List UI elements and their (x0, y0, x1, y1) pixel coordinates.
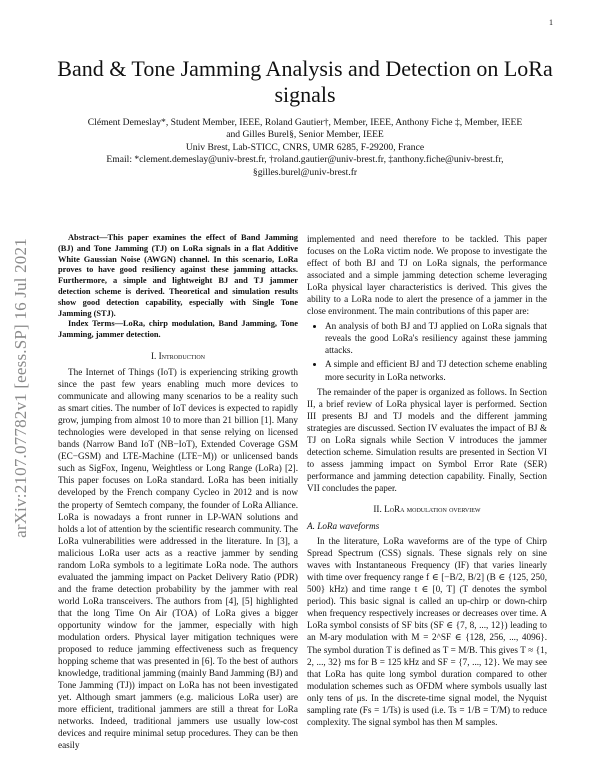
paper-header (50, 56, 560, 179)
contributions-list (307, 320, 547, 382)
lora-waveforms-paragraph: In the literature, LoRa waveforms are of the type of Chirp Spread Spectrum (CSS) signals. These signals rely on sine waves with Instantaneous Frequency (IF) that varies linearly with time over frequency range f ∈ [−B/2, B/2] (B ∈ {125, 250, 500} kHz) and time range t ∈ [0, T] (T denotes the symbol period). This basic signal is called an up-chirp or down-chirp when frequency respectively increases or decreases over time. A LoRa symbol consists of SF bits (SF ∈ {7, 8, ..., 12}) leading to an M-ary modulation with M = 2^SF ∈ {128, 256, ..., 4096}. The symbol duration T is defined as T = M/B. This gives T ≈ {1, 2, ..., 32} ms for B = 125 kHz and SF = {7, ..., 12}. We may see that LoRa has quite long symbol duration compared to other modulation schemes such as OFDM where symbols usually last only tens of μs. In the discrete-time signal model, the Nyquist sampling rate (Fs = 1/Ts) is used (i.e. Ts = 1/B = T/M) to reduce complexity. The signal symbol has then M samples. (307, 536, 547, 727)
index-terms: Index Terms—LoRa, chirp modulation, Band Jamming, Tone Jamming, jammer detection. (58, 319, 298, 340)
arxiv-stamp-text: arXiv:2107.07782v1 [eess.SP] 16 Jul 2021 (11, 238, 30, 538)
paper-title: Band & Tone Jamming Analysis and Detection on LoRa signals (57, 56, 553, 107)
email-line-1: Email: *clement.demeslay@univ-brest.fr, †roland.gautier@univ-brest.fr, ‡anthony.fiche@univ-brest.fr, (106, 154, 504, 166)
section-1-title: I. Introduction (150, 350, 206, 361)
affiliation: Univ Brest, Lab-STICC, CNRS, UMR 6285, F-29200, France (185, 141, 425, 153)
authors-line-1: Clément Demeslay*, Student Member, IEEE, Roland Gautier†, Member, IEEE, Anthony Fiche ‡, Member, IEEE (87, 117, 523, 128)
section-2-title: II. LoRa modulation overview (373, 503, 481, 514)
contribution-item: • A simple and efficient BJ and TJ detection scheme enabling more security in LoRa networks. (325, 358, 547, 382)
section-1-paragraph: The Internet of Things (IoT) is experiencing striking growth since the past few years enabling much more devices to communicate and allowing many scenarios to be a reality such as smart cities. The number of IoT devices is expected to rapidly grow, jumping from almost 10 to more than 21 billion [1]. Many technologies were developed in that sense relying on licensed bands (Narrow Band IoT (NB−IoT), Extended Coverage GSM (EC−GSM) and LTE-Machine (LTE−M)) or unlicensed bands such as SigFox, Ingenu, Weightless or Long Range (LoRa) [2]. This paper focuses on LoRa standard. LoRa has been initially developed by the French company Cycleo in 2012 and is now the property of Semtech company, the founder of LoRa Alliance. LoRa is nowadays a front runner in LP-WAN solutions and holds a lot of attention by the scientific research community. The LoRa vulnerabilities were addressed in the literature. In [3], a malicious LoRa user acts as a reactive jammer by sending random LoRa symbols to a legitimate LoRa node. The authors evaluated the jamming impact on Packet Delivery Ratio (PDR) and the frame detection probability by the jammer with real world LoRa transceivers. The authors from [4], [5] highlighted that the long Time On Air (TOA) of LoRa gives a bigger opportunity window for the jammer, especially with high modulation orders. Physical layer mitigation techniques were proposed to reduce jamming effectiveness such as frequency hopping scheme that was presented in [6]. To the best of authors knowledge, traditional jamming (mainly Band Jamming (BJ) and Tone Jamming (TJ)) impact on LoRa has not been investigated yet. Although smart jammers (e.g. malicious LoRa user) are more efficient, traditional jammers are still a threat for LoRa networks. Indeed, traditional jammers use usually low-cost devices and require minimal setup procedures. They can be then easily (58, 367, 298, 751)
page-number: 1 (549, 18, 553, 27)
email-line-2: §gilles.burel@univ-brest.fr (252, 166, 358, 178)
outline-paragraph: The remainder of the paper is organized as follows. In Section II, a brief review of LoRa physical layer is performed. Section III presents BJ and TJ models and the different jamming strategies are discussed. Section IV evaluates the impact of BJ & TJ on LoRa signals while Section V introduces the jammer detection scheme. Simulation results are presented in Section VI to assess jamming impact on Symbol Error Rate (SER) performance and jamming detection capability. Finally, Section VII concludes the paper. (307, 386, 547, 493)
left-column (58, 233, 298, 752)
right-column (307, 233, 547, 728)
authors-line-2: and Gilles Burel§, Senior Member, IEEE (226, 129, 384, 141)
arxiv-stamp (10, 168, 32, 608)
abstract-block (58, 233, 298, 341)
abstract: Abstract—This paper examines the effect of Band Jamming (BJ) and Tone Jamming (TJ) on LoRa signals in a flat Additive White Gaussian Noise (AWGN) channel. In this scenario, LoRa proves to have good resiliency against these jamming attacks. Furthermore, a simple and lightweight BJ and TJ jammer detection scheme is derived. Theoretical and simulation results show good detection capability, especially with Single Tone Jamming (STJ). (58, 233, 298, 318)
intro-continued-paragraph: implemented and need therefore to be tackled. This paper focuses on the LoRa victim node. We propose to investigate the effect of both BJ and TJ on LoRa signals, the performance associated and a simple jamming detection scheme leveraging LoRa physical layer characteristics is derived. This gives the ability to a LoRa node to alert the presence of a jammer in the close environment. The main contributions of this paper are: (307, 234, 547, 317)
contribution-item: • An analysis of both BJ and TJ applied on LoRa signals that reveals the good LoRa's resiliency against these jamming attacks. (325, 320, 547, 356)
subsection-a-title: A. LoRa waveforms (307, 521, 380, 532)
